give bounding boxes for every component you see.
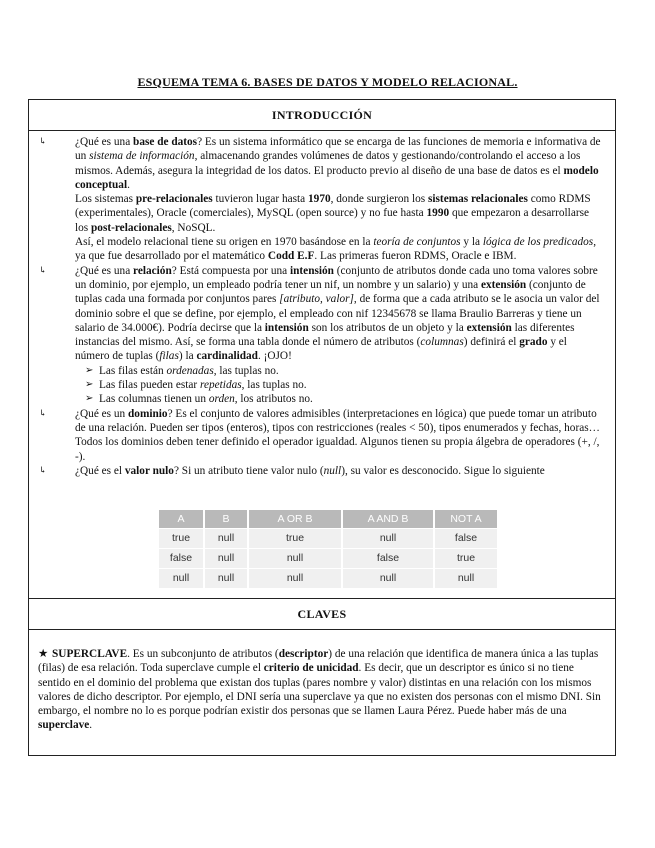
arrow-bullet-icon: ↳ <box>39 464 47 475</box>
table-cell: null <box>434 569 497 589</box>
table-cell: false <box>159 549 204 569</box>
list-item: ➢ Las columnas tienen un orden, los atributos no. <box>85 393 313 406</box>
arrowhead-bullet-icon: ➢ <box>85 379 94 391</box>
table-cell: true <box>248 529 342 549</box>
introduccion-section <box>28 99 616 599</box>
claves-section <box>28 598 616 756</box>
table-cell: null <box>204 529 248 549</box>
claves-heading: CLAVES <box>29 599 615 630</box>
table-cell: null <box>204 569 248 589</box>
bullet-valor-nulo <box>39 464 603 478</box>
table-cell: false <box>434 529 497 549</box>
paragraph-base-de-datos: ¿Qué es una base de datos? Es un sistema informático que se encarga de las funciones de memoria e informativa de un sistema de información, almacenando grandes volúmenes de datos y gestionando/controlando el acceso a los mismos. Además, asegura la integridad de los datos. El producto previo al diseño de una base de datos es el modelo conceptual. <box>75 136 601 191</box>
arrow-bullet-icon: ↳ <box>39 407 47 418</box>
table-cell: null <box>248 569 342 589</box>
paragraph-superclave: ★ SUPERCLAVE. Es un subconjunto de atributos (descriptor) de una relación que identifica de manera única a las tuplas (filas) de esa relación. Toda superclave cumple el criterio de unicidad. Es decir, que un descriptor es único si no tiene sentido en el dominio del problema que existan dos tuplas (pares nombre y valor) distintas en una relación con los mismos valores de dicho descriptor. Por ejemplo, el DNI sería una superclave ya que no existen dos personas con el mismo DNI. Sin embargo, el nombre no lo es porque podrían existir dos personas que se llamen Laura Pérez. Puede haber más de una superclave. <box>38 648 601 732</box>
table-header-row <box>159 510 497 529</box>
paragraph-dominio: ¿Qué es un dominio? Es el conjunto de valores admisibles (interpretaciones en lógica) que puede tomar un atributo de una relación. Pueden ser tipos (enteros), tipos con restricciones (reales < 50), tipos enumerados y fechas, horas… Todos los dominios deben tener definido el operador igualdad. Algunos tienen su propia álgebra de operadores (+, /, -). <box>75 407 600 463</box>
claves-body <box>38 647 605 733</box>
bullet-relacion <box>39 264 603 407</box>
bullet-dominio <box>39 407 603 464</box>
column-header: B <box>204 510 248 529</box>
ojo-list <box>75 364 603 407</box>
paragraph-modelo-relacional: Así, el modelo relacional tiene su origen en 1970 basándose en la teoría de conjuntos y la lógica de los predicados, ya que fue desarrollado por el matemático Codd E.F. Las primeras fueron RDMS, Oracle e IBM. <box>75 236 597 263</box>
table-cell: false <box>342 549 434 569</box>
column-header: NOT A <box>434 510 497 529</box>
column-header: A AND B <box>342 510 434 529</box>
column-header: A OR B <box>248 510 342 529</box>
list-item: ➢ Las filas pueden estar repetidas, las tuplas no. <box>85 379 307 392</box>
arrow-bullet-icon: ↳ <box>39 264 47 275</box>
paragraph-sistemas: Los sistemas pre-relacionales tuvieron lugar hasta 1970, donde surgieron los sistemas relacionales como RDMS (experimentales), Oracle (comerciales), MySQL (open source) y no fue hasta 1990 que empezaron a desarrollarse los post-relacionales, NoSQL. <box>75 193 591 234</box>
arrowhead-bullet-icon: ➢ <box>85 393 94 405</box>
arrowhead-bullet-icon: ➢ <box>85 364 94 376</box>
arrow-bullet-icon: ↳ <box>39 136 47 146</box>
bullet-base-de-datos <box>39 135 603 264</box>
document-title: ESQUEMA TEMA 6. BASES DE DATOS Y MODELO RELACIONAL. <box>137 75 518 89</box>
list-item: ➢ Las filas están ordenadas, las tuplas no. <box>85 364 279 377</box>
star-bullet-icon: ★ <box>38 648 49 660</box>
paragraph-relacion: ¿Qué es una relación? Está compuesta por una intensión (conjunto de atributos donde cada uno toma valores sobre un dominio, por ejemplo, un empleado podría tener un nif, un nombre y un salario) y una extensión (conjunto de tuplas cada una formada por conjuntos pares [atributo, valor], de forma que a cada atributo se le asocia un valor del dominio sobre el que se define, por ejemplo, el empleado con nif 12345678 se llama Braulio Barreras y tiene un salario de 34.000€). Podría decirse que la intensión son los atributos de un objeto y la extensión las diferentes instancias del mismo. Así, se forma una tabla donde el número de atributos (columnas) definirá el grado y el número de tuplas (filas) la cardinalidad. ¡OJO! <box>75 264 600 363</box>
table-cell: null <box>342 569 434 589</box>
table-cell: true <box>159 529 204 549</box>
null-truth-table <box>159 510 497 588</box>
table-cell: null <box>248 549 342 569</box>
table-row <box>159 529 497 549</box>
table-cell: null <box>342 529 434 549</box>
table-cell: true <box>434 549 497 569</box>
paragraph-valor-nulo: ¿Qué es el valor nulo? Si un atributo tiene valor nulo (null), su valor es desconocido. Sigue lo siguiente <box>75 464 545 477</box>
introduccion-body <box>39 135 603 478</box>
introduccion-heading: INTRODUCCIÓN <box>29 100 615 131</box>
table-row <box>159 549 497 569</box>
table-row <box>159 569 497 589</box>
table-cell: null <box>204 549 248 569</box>
column-header: A <box>159 510 204 529</box>
table-cell: null <box>159 569 204 589</box>
